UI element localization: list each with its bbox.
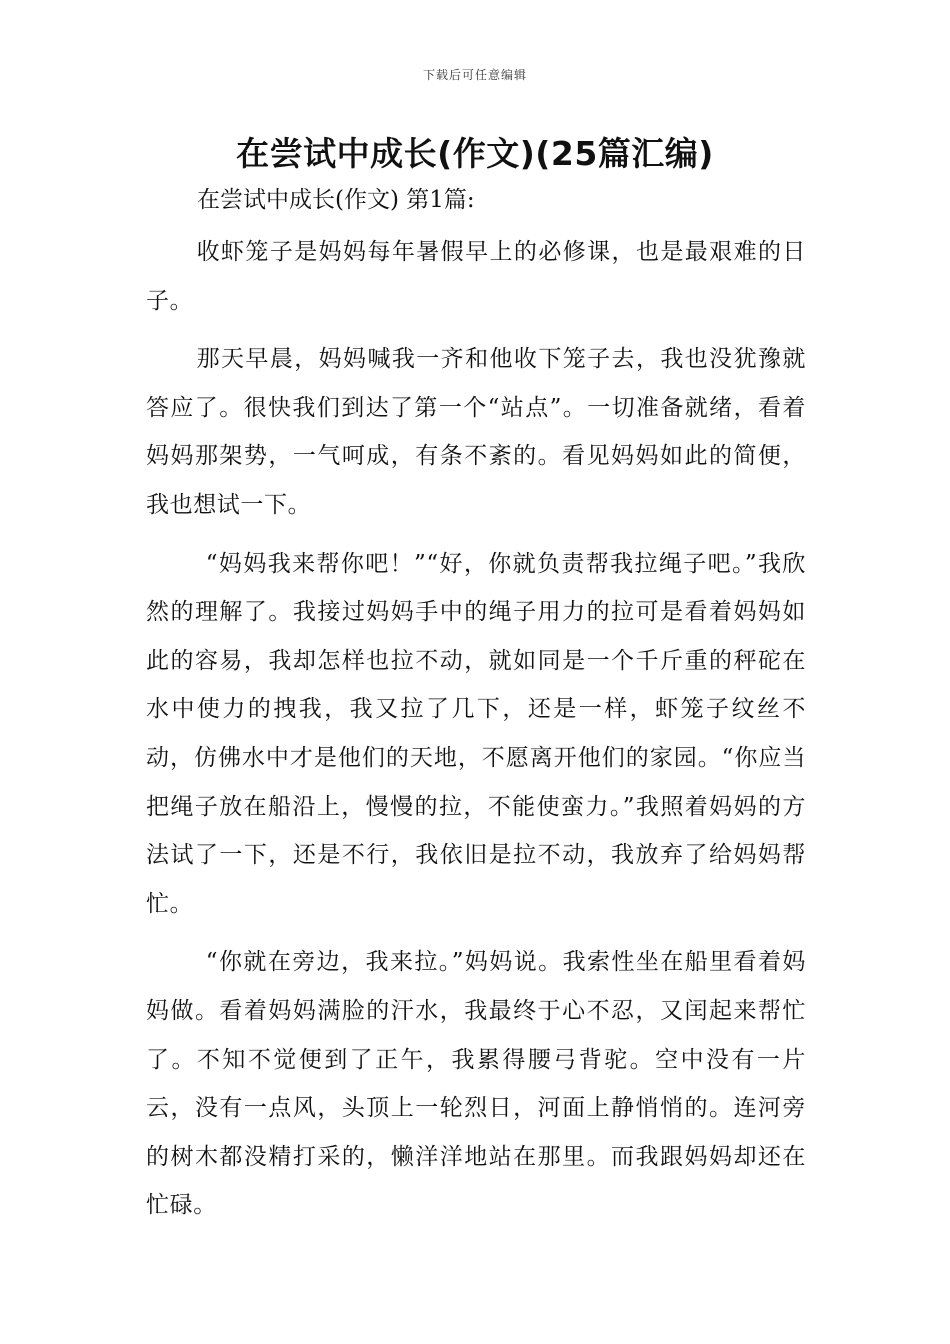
section-heading: 在尝试中成长(作文) 第1篇: [197,187,475,213]
document-title: 在尝试中成长(作文)(25篇汇编) [236,134,714,173]
article-body [146,228,806,1240]
paragraph: 收虾笼子是妈妈每年暑假早上的必修课，也是最艰难的日子。 [146,239,806,314]
header-note: 下载后可任意编辑 [422,68,527,82]
paragraph: “妈妈我来帮你吧！”“好，你就负责帮我拉绳子吧。”我欣然的理解了。我接过妈妈手中的绳子用力的拉可是看着妈妈如此的容易，我却怎样也拉不动，就如同是一个千斤重的秤砣在水中使力的拽我，我又拉了几下，还是一样，虾笼子纹丝不动，仿佛水中才是他们的天地，不愿离开他们的家园。“你应当把绳子放在船沿上，慢慢的拉，不能使蛮力。”我照着妈妈的方法试了一下，还是不行，我依旧是拉不动，我放弃了给妈妈帮忙。 [146,550,806,917]
paragraph: “你就在旁边，我来拉。”妈妈说。我索性坐在船里看着妈妈做。看着妈妈满脸的汗水，我最终于心不忍，又闰起来帮忙了。不知不觉便到了正午，我累得腰弓背驼。空中没有一片云，没有一点风，头顶上一轮烈日，河面上静悄悄的。连河旁的树木都没精打采的，懒洋洋地站在那里。而我跟妈妈却还在忙碌。 [146,949,806,1219]
paragraph: 那天早晨，妈妈喊我一齐和他收下笼子去，我也没犹豫就答应了。很快我们到达了第一个“站点”。一切准备就绪，看着妈妈那架势，一气呵成，有条不紊的。看见妈妈如此的简便，我也想试一下。 [146,346,806,518]
